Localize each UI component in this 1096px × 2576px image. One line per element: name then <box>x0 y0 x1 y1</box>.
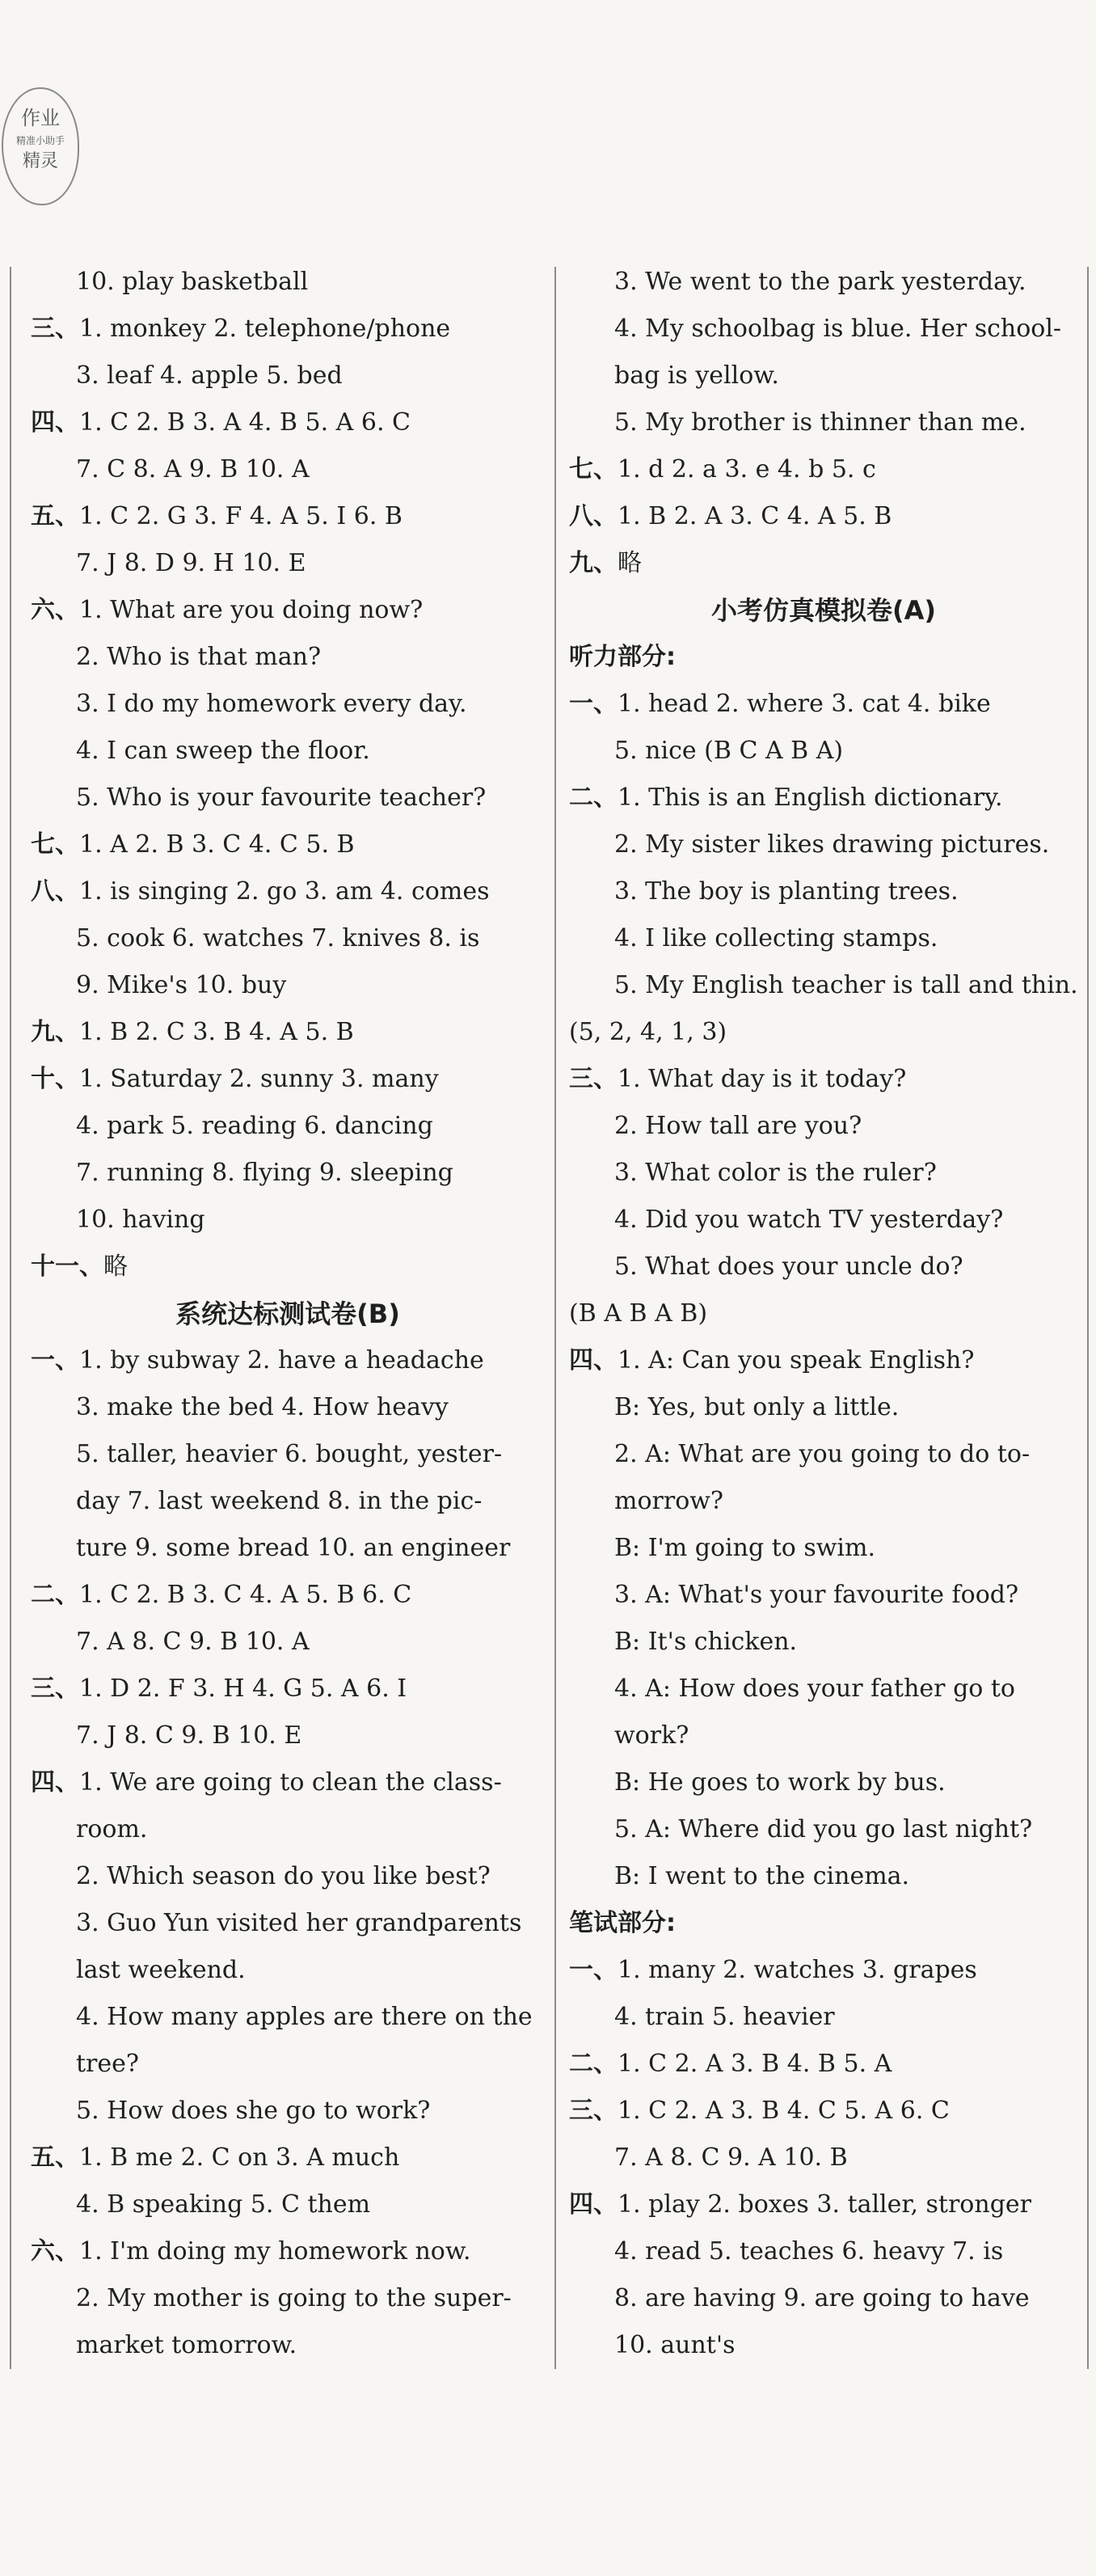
answer-text: 7. running 8. flying 9. sleeping <box>76 1159 453 1187</box>
question-number: 八、 <box>31 877 79 906</box>
answer-line <box>31 1900 545 1947</box>
answer-line <box>569 868 1078 915</box>
answer-line <box>569 962 1078 1009</box>
answer-text: 4. My schoolbag is blue. Her school- <box>614 315 1062 343</box>
answer-line <box>31 728 545 775</box>
answer-line <box>569 915 1078 962</box>
answer-line <box>569 1619 1078 1666</box>
subsection-label: 听力部分: <box>569 643 676 671</box>
answer-text: work? <box>614 1721 689 1750</box>
answer-text: 1. Saturday 2. sunny 3. many <box>79 1065 439 1093</box>
answer-text: 1. A: Can you speak English? <box>618 1346 975 1375</box>
column-divider <box>554 267 556 2369</box>
answer-line <box>31 915 545 962</box>
answer-text: 3. leaf 4. apple 5. bed <box>76 361 343 390</box>
answer-text: (5, 2, 4, 1, 3) <box>569 1018 727 1046</box>
question-number: 三、 <box>569 2097 618 2125</box>
answer-line <box>31 634 545 681</box>
answer-text: 3. I do my homework every day. <box>76 690 467 718</box>
answer-text: (B A B A B) <box>569 1299 708 1328</box>
question-number: 四、 <box>569 2190 618 2219</box>
answer-text: 2. Which season do you like best? <box>76 1862 491 1890</box>
question-number: 三、 <box>31 315 79 343</box>
question-number: 一、 <box>569 1956 618 1984</box>
answer-line <box>31 1056 545 1103</box>
answer-line <box>569 1197 1078 1244</box>
question-number: 十一、 <box>31 1252 103 1281</box>
answer-line <box>31 1572 545 1619</box>
answer-line <box>569 1666 1078 1712</box>
answer-line <box>569 1244 1078 1290</box>
answer-line <box>569 2181 1078 2228</box>
question-number: 七、 <box>569 455 618 484</box>
answer-line <box>569 1337 1078 1384</box>
stamp-line-3: 精灵 <box>22 151 58 172</box>
question-number: 二、 <box>569 2050 618 2078</box>
answer-text: 1. B 2. C 3. B 4. A 5. B <box>79 1018 354 1046</box>
answer-text: 4. Did you watch TV yesterday? <box>614 1206 1004 1234</box>
question-number: 八、 <box>569 502 618 530</box>
answer-line <box>569 446 1078 493</box>
answer-line <box>569 728 1078 775</box>
answer-text: 3. make the bed 4. How heavy <box>76 1393 449 1421</box>
answer-text: 3. Guo Yun visited her grandparents <box>76 1909 522 1937</box>
answer-line <box>31 1150 545 1197</box>
right-margin-rule <box>1087 267 1089 2369</box>
answer-text: 7. A 8. C 9. B 10. A <box>76 1628 310 1656</box>
answer-line <box>569 1290 1078 1337</box>
answer-line <box>31 2228 545 2275</box>
answer-line <box>31 775 545 821</box>
answer-line <box>569 775 1078 821</box>
answer-text: 3. A: What's your favourite food? <box>614 1581 1019 1609</box>
answer-text: 1. C 2. A 3. B 4. C 5. A 6. C <box>618 2097 950 2125</box>
answer-line <box>31 1431 545 1478</box>
answer-line <box>31 962 545 1009</box>
answer-text: 1. C 2. B 3. A 4. B 5. A 6. C <box>79 408 411 437</box>
question-number: 五、 <box>31 502 79 530</box>
answer-line <box>31 540 545 587</box>
answer-text: 5. What does your uncle do? <box>614 1252 963 1281</box>
answer-text: B: I'm going to swim. <box>614 1534 875 1562</box>
answer-line <box>569 1572 1078 1619</box>
answer-text: 3. We went to the park yesterday. <box>614 268 1026 296</box>
answer-text: 1. play 2. boxes 3. taller, stronger <box>618 2190 1031 2219</box>
answer-text: 10. aunt's <box>614 2331 736 2359</box>
section-heading: 小考仿真模拟卷(A) <box>710 595 937 626</box>
answer-line <box>569 1478 1078 1525</box>
answer-line <box>31 259 545 306</box>
answer-text: 5. cook 6. watches 7. knives 8. is <box>76 924 480 952</box>
answer-text: 10. having <box>76 1206 205 1234</box>
answer-line <box>569 2041 1078 2088</box>
answer-text: 7. C 8. A 9. B 10. A <box>76 455 310 484</box>
answer-line <box>31 1853 545 1900</box>
answer-line <box>569 1525 1078 1572</box>
answer-line <box>31 2135 545 2181</box>
answer-line <box>569 353 1078 399</box>
answer-line <box>31 446 545 493</box>
answer-text: 1. What are you doing now? <box>79 596 424 624</box>
stamp-line-2: 精准小助手 <box>15 134 65 146</box>
question-number: 一、 <box>569 690 618 718</box>
answer-text: B: It's chicken. <box>614 1628 798 1656</box>
answer-line <box>569 540 1078 587</box>
answer-text: 4. A: How does your father go to <box>614 1674 1015 1703</box>
answer-text: B: I went to the cinema. <box>614 1862 910 1890</box>
stamp-line-1: 作业 <box>21 107 60 129</box>
answer-text: 4. I like collecting stamps. <box>614 924 938 952</box>
answer-text: 3. What color is the ruler? <box>614 1159 937 1187</box>
answer-line <box>569 1806 1078 1853</box>
answer-text: 4. B speaking 5. C them <box>76 2190 371 2219</box>
answer-line <box>569 681 1078 728</box>
answer-line <box>31 1244 545 1290</box>
answer-text: market tomorrow. <box>76 2331 297 2359</box>
answer-line <box>31 587 545 634</box>
answer-line <box>31 1759 545 1806</box>
answer-line <box>31 1384 545 1431</box>
answer-text: 5. Who is your favourite teacher? <box>76 783 487 812</box>
question-number: 一、 <box>31 1346 79 1375</box>
answer-text: bag is yellow. <box>614 361 779 390</box>
question-number: 二、 <box>31 1581 79 1609</box>
answer-line <box>569 1431 1078 1478</box>
question-number: 十、 <box>31 1065 79 1093</box>
question-number: 二、 <box>569 783 618 812</box>
answer-text: room. <box>76 1815 148 1843</box>
answer-line <box>569 1009 1078 1056</box>
answer-text: B: Yes, but only a little. <box>614 1393 900 1421</box>
answer-text: 7. J 8. C 9. B 10. E <box>76 1721 302 1750</box>
answer-text: 2. A: What are you going to do to- <box>614 1440 1031 1468</box>
question-number: 三、 <box>569 1065 618 1093</box>
question-number: 七、 <box>31 830 79 859</box>
answer-line <box>569 493 1078 540</box>
answer-line <box>569 1994 1078 2041</box>
answer-text: 5. My brother is thinner than me. <box>614 408 1026 437</box>
answer-line <box>569 1103 1078 1150</box>
answer-line <box>569 1712 1078 1759</box>
answer-text: 5. A: Where did you go last night? <box>614 1815 1033 1843</box>
answer-line <box>31 1478 545 1525</box>
answer-line <box>569 1759 1078 1806</box>
answer-line <box>569 259 1078 306</box>
answer-line <box>31 1947 545 1994</box>
answer-text: 1. by subway 2. have a headache <box>79 1346 484 1375</box>
answer-line <box>31 1806 545 1853</box>
answer-line <box>31 1712 545 1759</box>
answer-text: 1. D 2. F 3. H 4. G 5. A 6. I <box>79 1674 407 1703</box>
answer-line <box>31 1619 545 1666</box>
answer-line <box>569 1853 1078 1900</box>
answer-line <box>569 2135 1078 2181</box>
answer-text: 7. J 8. D 9. H 10. E <box>76 549 306 577</box>
answer-line <box>31 1103 545 1150</box>
right-answer-column <box>569 259 1078 2369</box>
answer-line <box>569 1947 1078 1994</box>
question-number: 四、 <box>31 1768 79 1797</box>
answer-text: 4. I can sweep the floor. <box>76 737 370 765</box>
answer-text: 略 <box>103 1252 128 1281</box>
subsection-label: 笔试部分: <box>569 1909 676 1937</box>
answer-line <box>569 1150 1078 1197</box>
left-margin-rule <box>10 267 11 2369</box>
answer-text: 1. C 2. A 3. B 4. B 5. A <box>618 2050 892 2078</box>
answer-text: 5. How does she go to work? <box>76 2097 431 2125</box>
answer-text: 4. train 5. heavier <box>614 2003 835 2031</box>
answer-text: 2. My sister likes drawing pictures. <box>614 830 1050 859</box>
answer-text: 4. How many apples are there on the <box>76 2003 533 2031</box>
answer-text: 1. What day is it today? <box>618 1065 907 1093</box>
answer-line <box>31 1337 545 1384</box>
answer-text: day 7. last weekend 8. in the pic- <box>76 1487 483 1515</box>
question-number: 九、 <box>569 549 618 577</box>
answer-line <box>31 868 545 915</box>
answer-text: 略 <box>618 549 642 577</box>
question-number: 九、 <box>31 1018 79 1046</box>
answer-text: tree? <box>76 2050 139 2078</box>
answer-text: 10. play basketball <box>76 268 309 296</box>
answer-line <box>569 1056 1078 1103</box>
answer-line <box>569 2228 1078 2275</box>
answer-line <box>31 2181 545 2228</box>
answer-text: 2. How tall are you? <box>614 1112 862 1140</box>
question-number: 四、 <box>31 408 79 437</box>
answer-text: 1. B me 2. C on 3. A much <box>79 2143 400 2172</box>
answer-text: 8. are having 9. are going to have <box>614 2284 1030 2312</box>
answer-line <box>31 1197 545 1244</box>
answer-line <box>31 1666 545 1712</box>
answer-text: 1. d 2. a 3. e 4. b 5. c <box>618 455 876 484</box>
answer-text: 1. C 2. G 3. F 4. A 5. I 6. B <box>79 502 403 530</box>
answer-text: 5. My English teacher is tall and thin. <box>614 971 1078 999</box>
question-number: 四、 <box>569 1346 618 1375</box>
answer-line <box>31 306 545 353</box>
answer-line <box>569 399 1078 446</box>
answer-line <box>31 2322 545 2369</box>
answer-text: last weekend. <box>76 1956 246 1984</box>
answer-text: 1. We are going to clean the class- <box>79 1768 502 1797</box>
answer-line <box>31 493 545 540</box>
answer-text: 1. C 2. B 3. C 4. A 5. B 6. C <box>79 1581 412 1609</box>
question-number: 三、 <box>31 1674 79 1703</box>
question-number: 五、 <box>31 2143 79 2172</box>
answer-text: 5. taller, heavier 6. bought, yester- <box>76 1440 503 1468</box>
answer-text: morrow? <box>614 1487 724 1515</box>
answer-line <box>569 306 1078 353</box>
answer-text: 1. monkey 2. telephone/phone <box>79 315 451 343</box>
answer-line <box>31 681 545 728</box>
answer-line <box>31 353 545 399</box>
answer-text: 1. I'm doing my homework now. <box>79 2237 471 2266</box>
answer-text: 1. This is an English dictionary. <box>618 783 1003 812</box>
left-answer-column <box>31 259 545 2369</box>
answer-text: 4. park 5. reading 6. dancing <box>76 1112 433 1140</box>
answer-line <box>569 2275 1078 2322</box>
answer-text: 3. The boy is planting trees. <box>614 877 959 906</box>
section-heading: 系统达标测试卷(B) <box>175 1299 400 1329</box>
answer-line <box>569 821 1078 868</box>
answer-text: 1. head 2. where 3. cat 4. bike <box>618 690 991 718</box>
answer-text: ture 9. some bread 10. an engineer <box>76 1534 511 1562</box>
answer-line <box>31 1525 545 1572</box>
answer-text: 1. A 2. B 3. C 4. C 5. B <box>79 830 355 859</box>
answer-text: 2. Who is that man? <box>76 643 322 671</box>
answer-line <box>569 2322 1078 2369</box>
answer-line <box>31 821 545 868</box>
answer-line <box>569 1384 1078 1431</box>
answer-line <box>31 2275 545 2322</box>
answer-line <box>31 1009 545 1056</box>
answer-line <box>31 399 545 446</box>
answer-line <box>31 1994 545 2041</box>
answer-line <box>31 2041 545 2088</box>
answer-text: 1. B 2. A 3. C 4. A 5. B <box>618 502 892 530</box>
answer-text: B: He goes to work by bus. <box>614 1768 946 1797</box>
answer-text: 1. is singing 2. go 3. am 4. comes <box>79 877 490 906</box>
answer-text: 4. read 5. teaches 6. heavy 7. is <box>614 2237 1004 2266</box>
stamp-logo <box>2 87 79 205</box>
answer-text: 1. many 2. watches 3. grapes <box>618 1956 977 1984</box>
question-number: 六、 <box>31 2237 79 2266</box>
answer-text: 9. Mike's 10. buy <box>76 971 287 999</box>
answer-line <box>31 2088 545 2135</box>
answer-line <box>569 2088 1078 2135</box>
question-number: 六、 <box>31 596 79 624</box>
answer-text: 7. A 8. C 9. A 10. B <box>614 2143 848 2172</box>
answer-text: 2. My mother is going to the super- <box>76 2284 512 2312</box>
answer-text: 5. nice (B C A B A) <box>614 737 844 765</box>
